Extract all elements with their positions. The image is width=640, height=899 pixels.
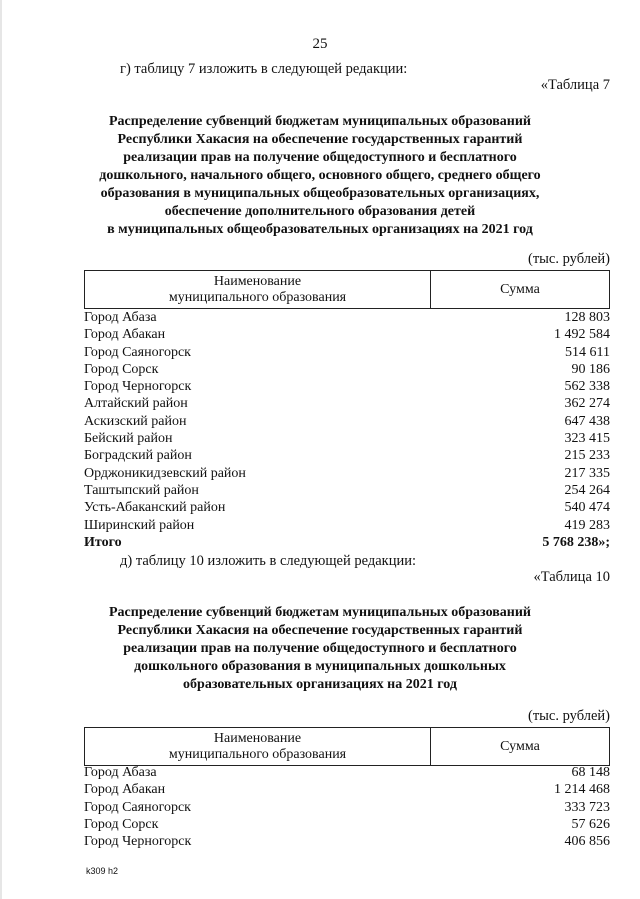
title-line: в муниципальных общеобразовательных организациях на 2021 год	[107, 222, 533, 237]
title-line: реализации прав на получение общедоступного и бесплатного	[123, 150, 517, 165]
table-row	[84, 816, 610, 833]
col-sum-header: Сумма	[431, 271, 610, 309]
row-name: Город Саяногорск	[84, 799, 191, 815]
row-value: 57 626	[571, 816, 610, 832]
footer-code: k309 h2	[86, 866, 119, 876]
table-row	[84, 465, 610, 482]
row-value: 333 723	[564, 799, 610, 815]
col-name-header	[85, 728, 431, 766]
table7-label: «Таблица 7	[540, 77, 610, 93]
total-value: 5 768 238»;	[542, 534, 610, 550]
row-value: 1 214 468	[554, 782, 610, 798]
table-row	[84, 344, 610, 361]
row-name: Город Черногорск	[84, 834, 192, 850]
scan-edge	[0, 0, 2, 899]
table10-title	[60, 604, 580, 694]
table7-body	[84, 309, 610, 551]
title-line: Распределение субвенций бюджетам муниципальных образований	[109, 605, 531, 620]
total-row	[84, 534, 610, 551]
col-name-line2: муниципального образования	[168, 289, 347, 305]
table-row	[84, 517, 610, 534]
row-name: Аскизский район	[84, 413, 187, 429]
table7-title	[60, 113, 580, 239]
row-value: 215 233	[564, 448, 610, 464]
row-value: 128 803	[564, 310, 610, 325]
table-row	[84, 781, 610, 798]
title-line: Республики Хакасия на обеспечение государственных гарантий	[117, 623, 523, 638]
table10-header	[84, 727, 610, 766]
col-sum-header: Сумма	[431, 728, 610, 766]
row-value: 254 264	[564, 482, 610, 498]
row-name: Город Сорск	[84, 816, 159, 832]
table-row	[84, 499, 610, 516]
col-name-line2: муниципального образования	[168, 746, 347, 762]
table-row	[84, 447, 610, 464]
row-name: Город Абаза	[84, 310, 157, 325]
row-value: 362 274	[564, 396, 610, 412]
col-name-line1: Наименование	[213, 273, 302, 289]
page-number: 25	[312, 36, 328, 52]
row-name: Алтайский район	[84, 396, 188, 412]
total-label: Итого	[84, 534, 122, 550]
instruction-d: д) таблицу 10 изложить в следующей редакции:	[120, 553, 417, 569]
row-value: 90 186	[571, 361, 610, 377]
row-name: Орджоникидзевский район	[84, 465, 246, 481]
table-row	[84, 430, 610, 447]
row-value: 647 438	[564, 413, 610, 429]
row-name: Таштыпский район	[84, 482, 199, 498]
table10-label: «Таблица 10	[533, 569, 610, 585]
row-name: Город Абакан	[84, 782, 166, 798]
table-row	[84, 378, 610, 395]
table7-header	[84, 270, 610, 309]
row-name: Бейский район	[84, 431, 173, 447]
row-name: Город Сорск	[84, 361, 159, 377]
row-value: 514 611	[565, 344, 610, 360]
title-line: дошкольного образования в муниципальных дошкольных	[134, 659, 506, 674]
table-row	[84, 833, 610, 850]
row-value: 68 148	[571, 765, 610, 780]
table-row	[84, 309, 610, 326]
table7-units: (тыс. рублей)	[528, 251, 610, 267]
title-line: реализации прав на получение общедоступного и бесплатного	[123, 641, 517, 656]
row-name: Усть-Абаканский район	[84, 500, 226, 516]
row-name: Город Саяногорск	[84, 344, 191, 360]
row-name: Город Черногорск	[84, 379, 192, 395]
row-name: Боградский район	[84, 448, 192, 464]
table-row	[84, 764, 610, 781]
row-value: 540 474	[564, 500, 610, 516]
col-name-line1: Наименование	[213, 730, 302, 746]
row-value: 323 415	[564, 431, 610, 447]
row-value: 217 335	[564, 465, 610, 481]
row-name: Город Абаза	[84, 765, 157, 780]
table10-body	[84, 764, 610, 850]
row-value: 1 492 584	[554, 327, 610, 343]
title-line: дошкольного, начального общего, основного общего, среднего общего	[99, 168, 541, 183]
table-row	[84, 413, 610, 430]
table-row	[84, 395, 610, 412]
table10-units: (тыс. рублей)	[528, 708, 610, 724]
table-row	[84, 482, 610, 499]
table-row	[84, 799, 610, 816]
table-row	[84, 361, 610, 378]
row-value: 406 856	[564, 834, 610, 850]
title-line: Распределение субвенций бюджетам муниципальных образований	[109, 114, 531, 129]
row-name: Ширинский район	[84, 517, 195, 533]
row-value: 562 338	[564, 379, 610, 395]
title-line: обеспечение дополнительного образования детей	[164, 204, 476, 219]
col-name-header	[85, 271, 431, 309]
row-name: Город Абакан	[84, 327, 166, 343]
instruction-g: г) таблицу 7 изложить в следующей редакции:	[120, 61, 408, 77]
title-line: образовательных организациях на 2021 год	[183, 677, 457, 692]
title-line: образования в муниципальных общеобразовательных организациях,	[100, 186, 540, 201]
row-value: 419 283	[564, 517, 610, 533]
title-line: Республики Хакасия на обеспечение государственных гарантий	[117, 132, 523, 147]
table-row	[84, 326, 610, 343]
